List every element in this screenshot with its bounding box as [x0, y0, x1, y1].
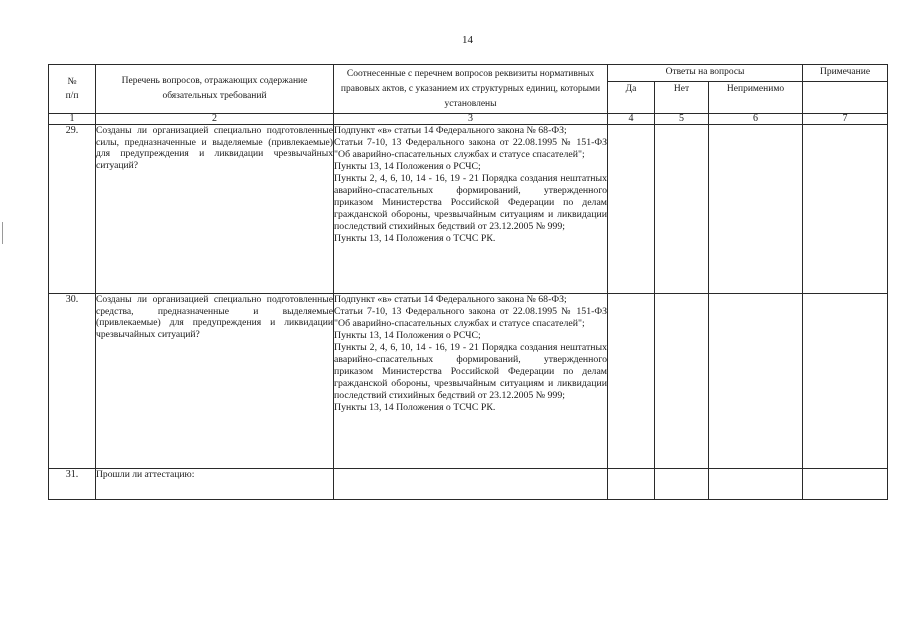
requisite-line: Пункты 13, 14 Положения о РСЧС;	[334, 330, 481, 341]
header-number: № п/п	[49, 65, 96, 114]
requisite-line: Подпункт «в» статьи 14 Федерального закона № 68-ФЗ;	[334, 294, 567, 305]
table-row	[49, 469, 888, 500]
header-answers: Ответы на вопросы	[608, 65, 803, 82]
header-note-blank	[803, 82, 888, 114]
page-number: 14	[462, 34, 473, 46]
column-number: 7	[803, 114, 888, 125]
column-number: 4	[608, 114, 655, 125]
requisite-line: Пункты 2, 4, 6, 10, 14 - 16, 19 - 21 Порядка создания нештатных аварийно-спасательных формирований, утвержденного приказом Министерства Российской Федерации по делам гражданской обороны, чрезвычайным ситуациям и ликвидации последствий стихийных бедствий от 23.12.2005 № 999;	[334, 173, 607, 232]
requisite-line: Пункты 13, 14 Положения о ТСЧС РК.	[334, 233, 496, 244]
table-row	[49, 125, 888, 294]
answer-not-applicable-cell[interactable]	[709, 469, 803, 500]
answer-not-applicable-cell[interactable]	[709, 294, 803, 469]
answer-no-cell[interactable]	[655, 294, 709, 469]
question-text: Прошли ли аттестацию:	[96, 469, 334, 500]
column-number: 5	[655, 114, 709, 125]
header-yes: Да	[608, 82, 655, 114]
header-no: Нет	[655, 82, 709, 114]
row-number: 30.	[49, 294, 96, 469]
column-number: 6	[709, 114, 803, 125]
answer-yes-cell[interactable]	[608, 125, 655, 294]
answer-yes-cell[interactable]	[608, 294, 655, 469]
requisite-line: Пункты 2, 4, 6, 10, 14 - 16, 19 - 21 Порядка создания нештатных аварийно-спасательных формирований, утвержденного приказом Министерства Российской Федерации по делам гражданской обороны, чрезвычайным ситуациям и ликвидации последствий стихийных бедствий от 23.12.2005 № 999;	[334, 342, 607, 401]
requisite-line: Статьи 7-10, 13 Федерального закона от 22.08.1995 № 151-ФЗ "Об аварийно-спасательных службах и статусе спасателей";	[334, 306, 607, 329]
column-number: 1	[49, 114, 96, 125]
table-row	[49, 294, 888, 469]
header-requisites: Соотнесенные с перечнем вопросов реквизиты нормативных правовых актов, с указанием их структурных единиц, которыми установлены	[334, 65, 608, 114]
note-cell[interactable]	[803, 294, 888, 469]
row-number: 31.	[49, 469, 96, 500]
scan-edge-mark	[2, 222, 3, 244]
answer-no-cell[interactable]	[655, 469, 709, 500]
answer-no-cell[interactable]	[655, 125, 709, 294]
requisite-line: Пункты 13, 14 Положения о РСЧС;	[334, 161, 481, 172]
note-cell[interactable]	[803, 125, 888, 294]
row-number: 29.	[49, 125, 96, 294]
requisites-cell	[334, 294, 608, 469]
question-text: Созданы ли организацией специально подготовленные силы, предназначенные и выделяемые (привлекаемые) для предупреждения и ликвидации чрезвычайных ситуаций?	[96, 125, 334, 294]
requisite-line: Подпункт «в» статьи 14 Федерального закона № 68-ФЗ;	[334, 125, 567, 136]
requisites-cell	[334, 125, 608, 294]
question-text: Созданы ли организацией специально подготовленные средства, предназначенные и выделяемые (привлекаемые) для предупреждения и ликвидации чрезвычайных ситуаций?	[96, 294, 334, 469]
checklist-table	[48, 64, 888, 500]
header-questions: Перечень вопросов, отражающих содержание обязательных требований	[96, 65, 334, 114]
note-cell[interactable]	[803, 469, 888, 500]
requisite-line: Пункты 13, 14 Положения о ТСЧС РК.	[334, 402, 496, 413]
requisite-line: Статьи 7-10, 13 Федерального закона от 22.08.1995 № 151-ФЗ "Об аварийно-спасательных службах и статусе спасателей";	[334, 137, 607, 160]
answer-not-applicable-cell[interactable]	[709, 125, 803, 294]
column-number: 2	[96, 114, 334, 125]
requisites-cell	[334, 469, 608, 500]
answer-yes-cell[interactable]	[608, 469, 655, 500]
header-note: Примечание	[803, 65, 888, 82]
header-not-applicable: Неприменимо	[709, 82, 803, 114]
column-number: 3	[334, 114, 608, 125]
